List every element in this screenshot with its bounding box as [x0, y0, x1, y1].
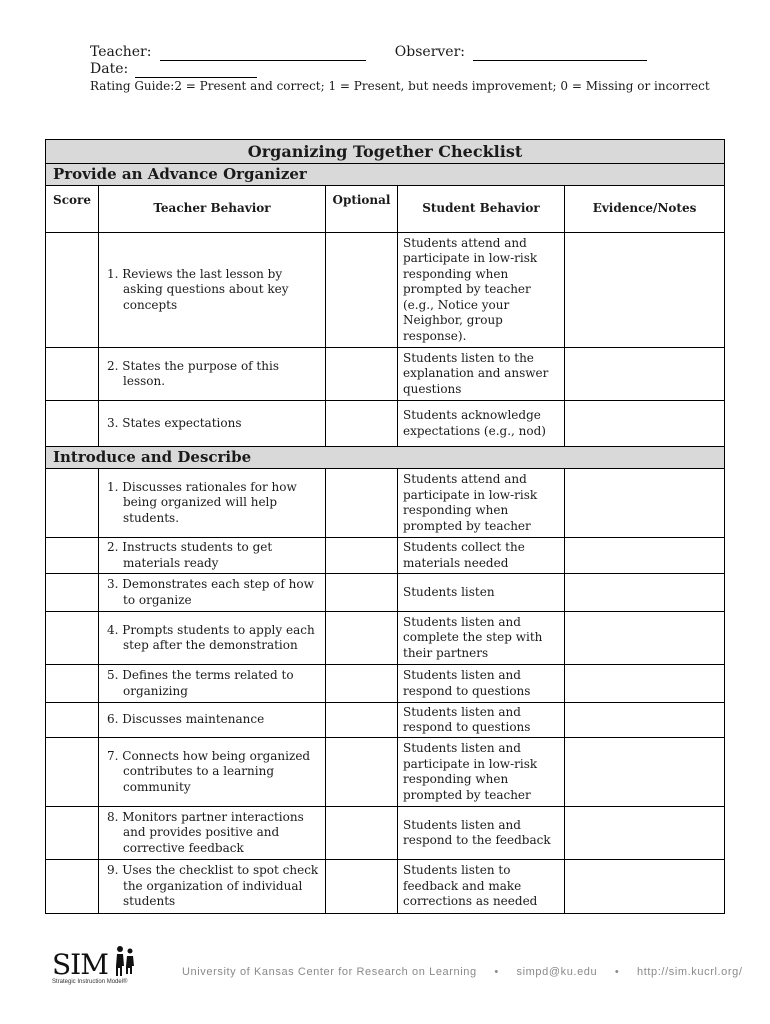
student-behavior-cell: Students listen	[398, 574, 565, 612]
logo-wordmark: SIM	[52, 948, 108, 981]
score-cell[interactable]	[46, 738, 99, 807]
evidence-cell[interactable]	[565, 612, 725, 665]
table-row	[46, 807, 725, 860]
table-row	[46, 401, 725, 447]
evidence-cell[interactable]	[565, 738, 725, 807]
optional-cell[interactable]	[326, 469, 398, 538]
teacher-label: Teacher:	[90, 44, 152, 60]
teacher-behavior-cell: 3. Demonstrates each step of how to organize	[99, 574, 326, 612]
evidence-cell[interactable]	[565, 538, 725, 574]
student-behavior-cell: Students acknowledge expectations (e.g., nod)	[398, 401, 565, 447]
student-behavior-cell: Students listen and respond to the feedback	[398, 807, 565, 860]
section-header-row	[46, 447, 725, 469]
footer-separator: •	[614, 966, 620, 978]
student-behavior-cell: Students listen and complete the step with their partners	[398, 612, 565, 665]
score-cell[interactable]	[46, 612, 99, 665]
optional-cell[interactable]	[326, 612, 398, 665]
optional-cell[interactable]	[326, 233, 398, 348]
table-row	[46, 538, 725, 574]
student-behavior-cell: Students listen to the explanation and answer questions	[398, 348, 565, 401]
teacher-behavior-cell: 9. Uses the checklist to spot check the organization of individual students	[99, 860, 326, 914]
checklist-table	[45, 139, 725, 914]
footer-separator: •	[494, 966, 499, 978]
teacher-field[interactable]	[160, 47, 366, 61]
teacher-behavior-cell: 1. Reviews the last lesson by asking questions about key concepts	[99, 233, 326, 348]
people-icon	[112, 944, 138, 978]
teacher-behavior-cell: 7. Connects how being organized contributes to a learning community	[99, 738, 326, 807]
score-cell[interactable]	[46, 703, 99, 738]
footer-email[interactable]: simpd@ku.edu	[516, 966, 598, 978]
evidence-cell[interactable]	[565, 807, 725, 860]
table-row	[46, 612, 725, 665]
student-behavior-cell: Students collect the materials needed	[398, 538, 565, 574]
optional-cell[interactable]	[326, 348, 398, 401]
col-header-optional: Optional	[326, 186, 398, 233]
table-row	[46, 348, 725, 401]
student-behavior-cell: Students listen and respond to questions	[398, 703, 565, 738]
evidence-cell[interactable]	[565, 233, 725, 348]
optional-cell[interactable]	[326, 807, 398, 860]
rating-guide: Rating Guide:2 = Present and correct; 1 = Present, but needs improvement; 0 = Missing or incorrect	[90, 79, 710, 93]
score-cell[interactable]	[46, 348, 99, 401]
evidence-cell[interactable]	[565, 401, 725, 447]
optional-cell[interactable]	[326, 574, 398, 612]
teacher-behavior-cell: 6. Discusses maintenance	[99, 703, 326, 738]
teacher-behavior-cell: 5. Defines the terms related to organizing	[99, 665, 326, 703]
teacher-observer-row	[90, 44, 710, 61]
optional-cell[interactable]	[326, 703, 398, 738]
table-row	[46, 233, 725, 348]
table-row	[46, 738, 725, 807]
table-row	[46, 703, 725, 738]
teacher-behavior-cell: 3. States expectations	[99, 401, 326, 447]
date-row	[90, 61, 710, 78]
section-title-advance-organizer: Provide an Advance Organizer	[46, 164, 725, 186]
student-behavior-cell: Students attend and participate in low-risk responding when prompted by teacher (e.g., Notice your Neighbor, group response).	[398, 233, 565, 348]
score-cell[interactable]	[46, 233, 99, 348]
table-row	[46, 665, 725, 703]
teacher-behavior-cell: 1. Discusses rationales for how being organized will help students.	[99, 469, 326, 538]
table-title: Organizing Together Checklist	[46, 140, 725, 164]
optional-cell[interactable]	[326, 738, 398, 807]
footer-org: University of Kansas Center for Research on Learning	[182, 966, 477, 978]
sim-logo	[50, 942, 150, 992]
evidence-cell[interactable]	[565, 860, 725, 914]
evidence-cell[interactable]	[565, 665, 725, 703]
col-header-student-behavior: Student Behavior	[398, 186, 565, 233]
table-row	[46, 574, 725, 612]
observer-field[interactable]	[473, 47, 647, 61]
evidence-cell[interactable]	[565, 703, 725, 738]
date-label: Date:	[90, 61, 129, 77]
score-cell[interactable]	[46, 538, 99, 574]
table-title-row	[46, 140, 725, 164]
teacher-behavior-cell: 2. Instructs students to get materials ready	[99, 538, 326, 574]
score-cell[interactable]	[46, 665, 99, 703]
logo-subtitle: Strategic Instruction Model®	[52, 979, 128, 985]
evidence-cell[interactable]	[565, 469, 725, 538]
table-row	[46, 469, 725, 538]
student-behavior-cell: Students listen and participate in low-risk responding when prompted by teacher	[398, 738, 565, 807]
score-cell[interactable]	[46, 401, 99, 447]
evidence-cell[interactable]	[565, 348, 725, 401]
date-field[interactable]	[135, 64, 257, 78]
col-header-score: Score	[46, 186, 99, 233]
form-header	[90, 44, 710, 95]
table-row	[46, 860, 725, 914]
student-behavior-cell: Students listen to feedback and make corrections as needed	[398, 860, 565, 914]
footer-contact-line	[182, 966, 743, 978]
evidence-cell[interactable]	[565, 574, 725, 612]
optional-cell[interactable]	[326, 860, 398, 914]
student-behavior-cell: Students listen and respond to questions	[398, 665, 565, 703]
footer-url[interactable]: http://sim.kucrl.org/	[637, 966, 743, 978]
section-title-introduce-describe: Introduce and Describe	[46, 447, 725, 469]
optional-cell[interactable]	[326, 401, 398, 447]
teacher-behavior-cell: 8. Monitors partner interactions and provides positive and corrective feedback	[99, 807, 326, 860]
column-header-row	[46, 186, 725, 233]
optional-cell[interactable]	[326, 665, 398, 703]
observer-label: Observer:	[394, 44, 466, 60]
col-header-teacher-behavior: Teacher Behavior	[99, 186, 326, 233]
teacher-behavior-cell: 4. Prompts students to apply each step after the demonstration	[99, 612, 326, 665]
student-behavior-cell: Students attend and participate in low-risk responding when prompted by teacher	[398, 469, 565, 538]
section-header-row	[46, 164, 725, 186]
score-cell[interactable]	[46, 574, 99, 612]
col-header-evidence: Evidence/Notes	[565, 186, 725, 233]
page-footer	[50, 942, 743, 992]
score-cell[interactable]	[46, 469, 99, 538]
score-cell[interactable]	[46, 807, 99, 860]
score-cell[interactable]	[46, 860, 99, 914]
optional-cell[interactable]	[326, 538, 398, 574]
teacher-behavior-cell: 2. States the purpose of this lesson.	[99, 348, 326, 401]
